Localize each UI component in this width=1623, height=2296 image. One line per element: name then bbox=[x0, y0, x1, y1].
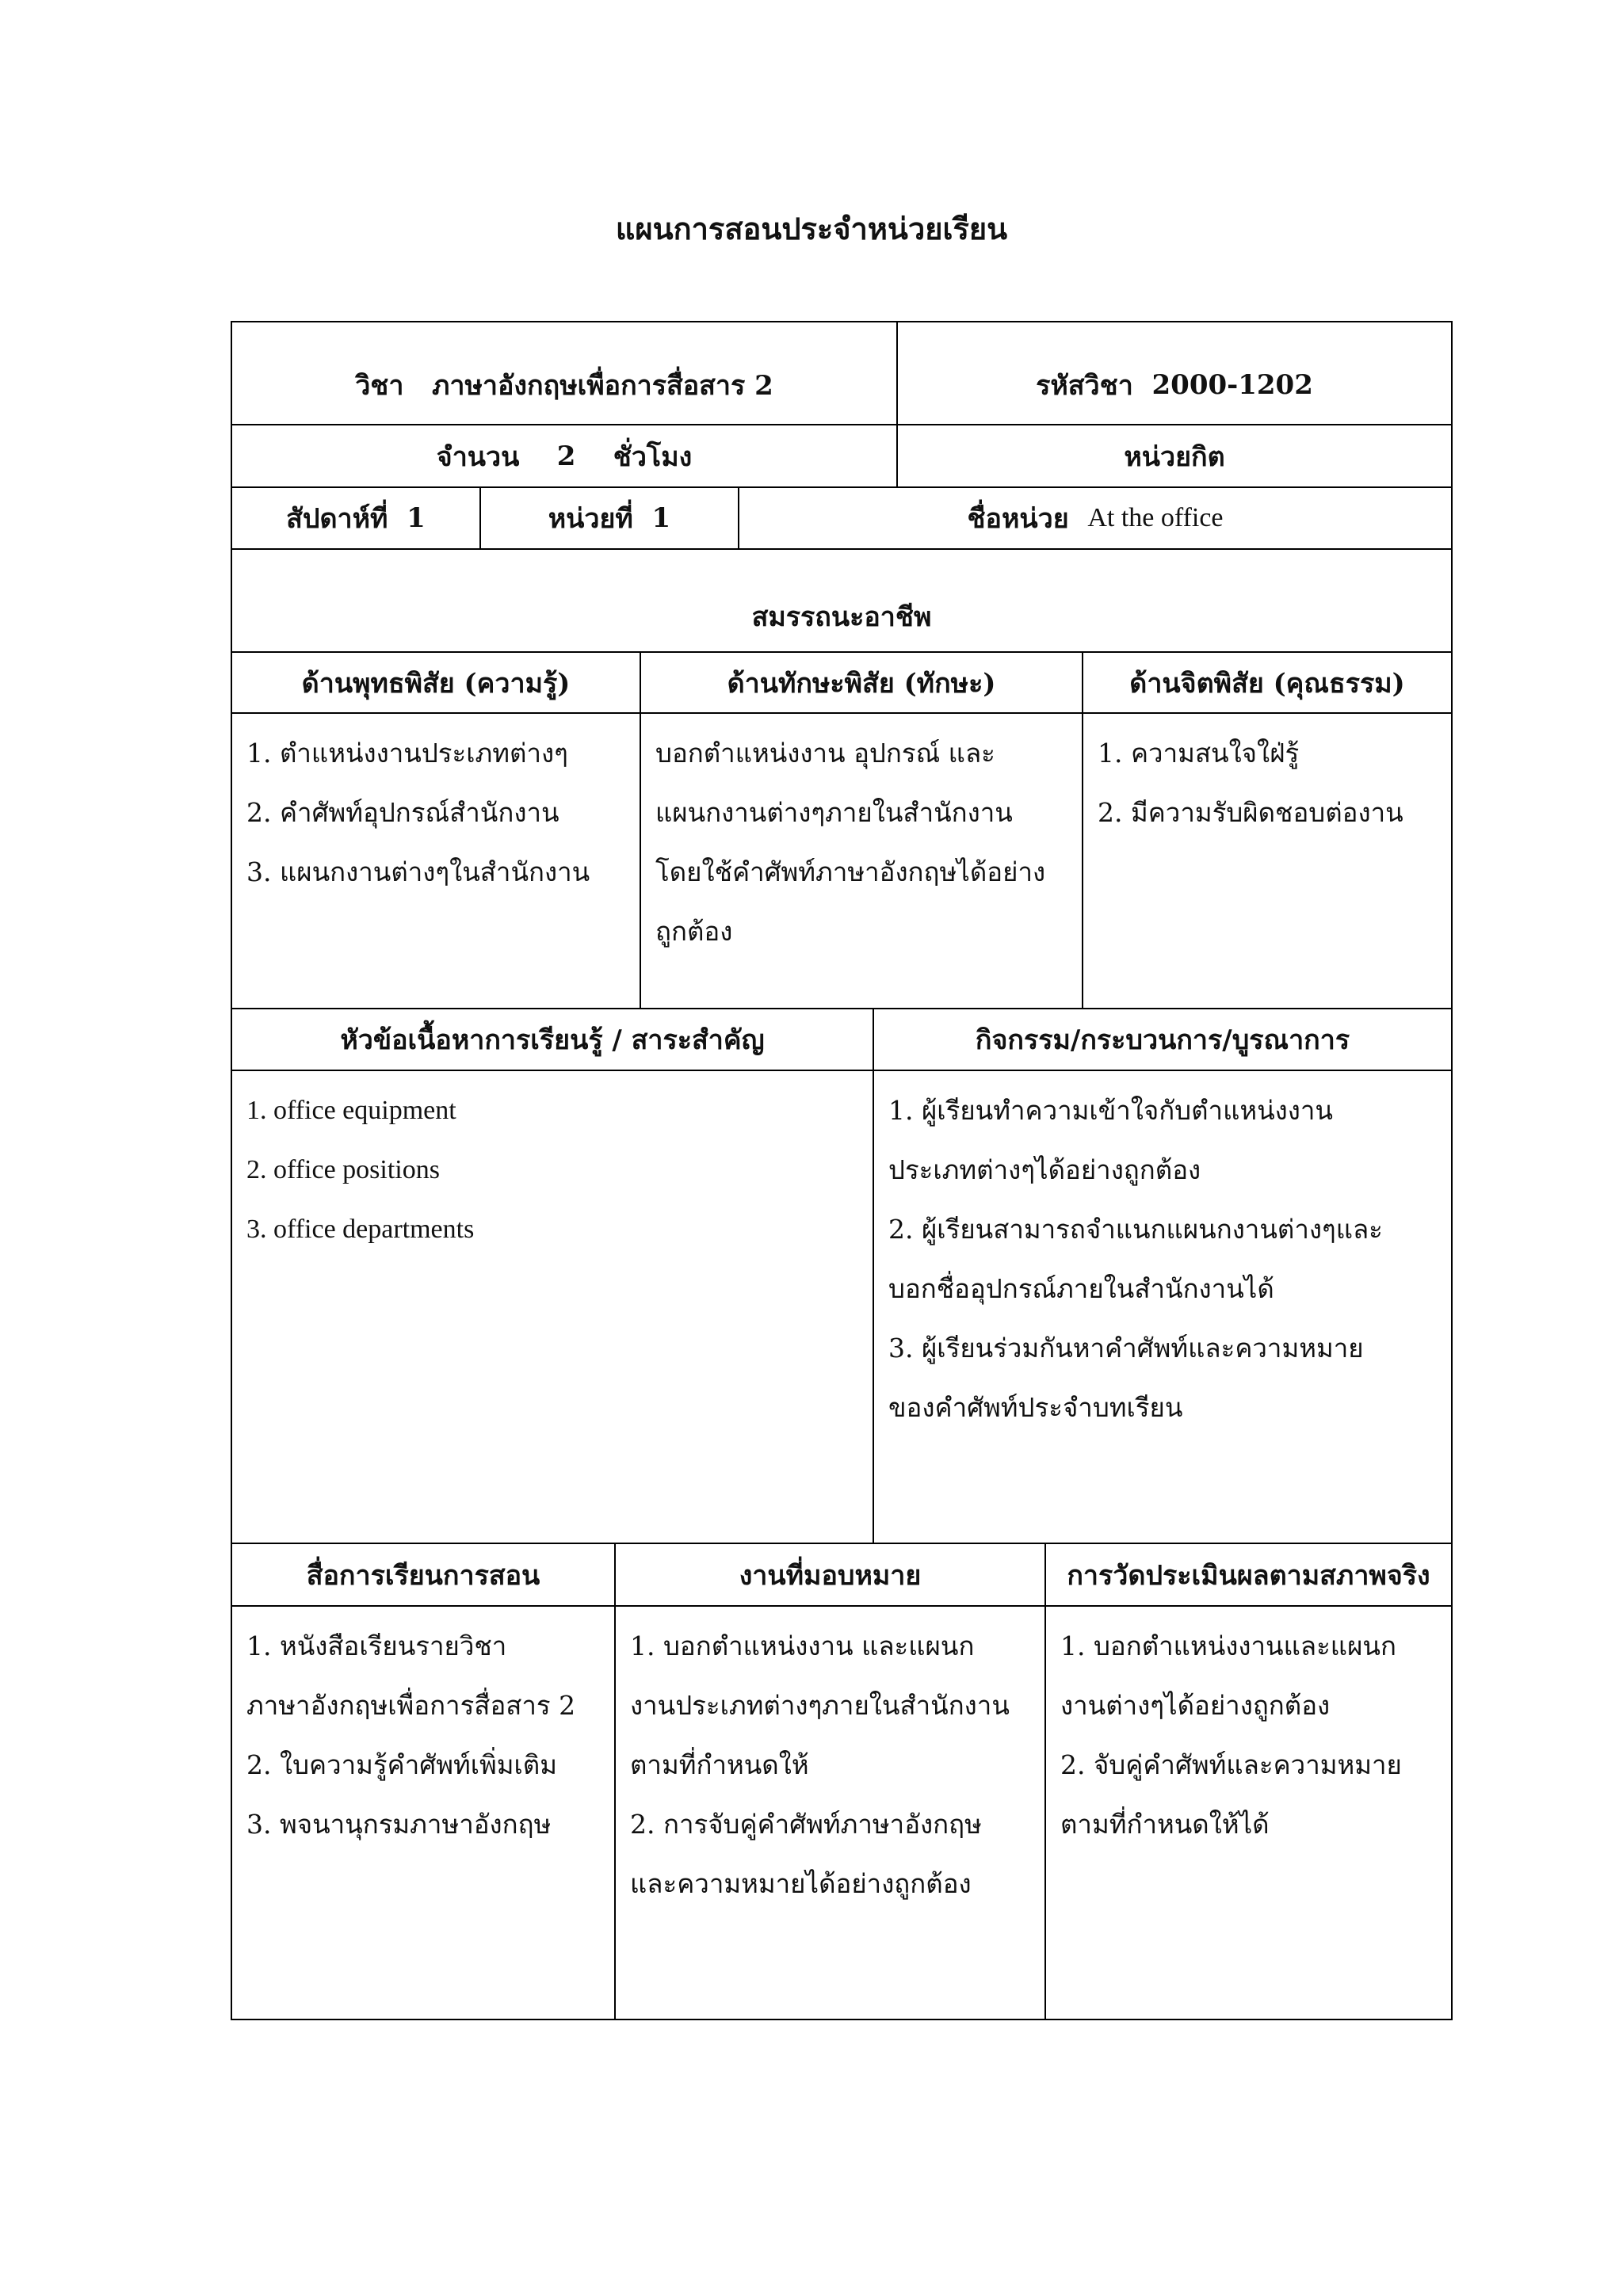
list-item: 1. บอกตำแหน่งงานและแผนก bbox=[1060, 1630, 1396, 1661]
list-item: บอกชื่ออุปกรณ์ภายในสำนักงานได้ bbox=[888, 1273, 1274, 1304]
skill-list bbox=[641, 714, 1082, 1008]
assessment-list bbox=[1046, 1607, 1451, 2019]
unit-name-cell bbox=[739, 488, 1451, 548]
list-item: งานต่างๆได้อย่างถูกต้อง bbox=[1060, 1690, 1331, 1721]
attitude-list bbox=[1083, 714, 1451, 1008]
page-title: แผนการสอนประจำหน่วยเรียน bbox=[615, 211, 1008, 246]
list-item: 2. จับคู่คำศัพท์และความหมาย bbox=[1060, 1749, 1402, 1780]
hours-label: จำนวน bbox=[436, 441, 520, 473]
list-item: 2. การจับคู่คำศัพท์ภาษาอังกฤษ bbox=[630, 1809, 982, 1840]
course-code: 2000-1202 bbox=[1151, 369, 1313, 401]
list-item: 2. มีความรับผิดชอบต่องาน bbox=[1098, 797, 1403, 828]
list-item: งานประเภทต่างๆภายในสำนักงาน bbox=[630, 1690, 1010, 1721]
assessment-heading: การวัดประเมินผลตามสภาพจริง bbox=[1067, 1559, 1430, 1592]
topics-heading: หัวข้อเนื้อหาการเรียนรู้ / สาระสำคัญ bbox=[340, 1024, 765, 1056]
credit-cell bbox=[898, 425, 1451, 486]
media-heading: สื่อการเรียนการสอน bbox=[306, 1559, 540, 1592]
list-item: ตามที่กำหนดให้ bbox=[630, 1749, 809, 1780]
week-number: 1 bbox=[407, 502, 426, 534]
credit-label: หน่วยกิต bbox=[1124, 441, 1225, 473]
course-code-label: รหัสวิชา bbox=[1036, 370, 1133, 402]
hours-cell bbox=[232, 425, 896, 486]
list-item: 2. ผู้เรียนสามารถจำแนกแผนกงานต่างๆและ bbox=[888, 1214, 1383, 1245]
unit-cell bbox=[481, 488, 738, 548]
course-code-cell bbox=[898, 322, 1451, 424]
list-item: 2. ใบความรู้คำศัพท์เพิ่มเติม bbox=[246, 1749, 557, 1780]
list-item: 1. ความสนใจใฝ่รู้ bbox=[1098, 738, 1300, 769]
list-item: 3. office departments bbox=[246, 1215, 475, 1244]
list-item: โดยใช้คำศัพท์ภาษาอังกฤษได้อย่าง bbox=[655, 856, 1046, 887]
unit-name: At the office bbox=[1087, 503, 1224, 532]
list-item: 2. office positions bbox=[246, 1155, 440, 1184]
week-cell bbox=[232, 488, 479, 548]
list-item: และความหมายได้อย่างถูกต้อง bbox=[630, 1868, 972, 1899]
list-item: ของคำศัพท์ประจำบทเรียน bbox=[888, 1392, 1183, 1423]
list-item: 1. office equipment bbox=[246, 1096, 456, 1125]
assignment-heading: งานที่มอบหมาย bbox=[739, 1559, 922, 1592]
list-item: ตามที่กำหนดให้ได้ bbox=[1060, 1809, 1270, 1840]
knowledge-list bbox=[232, 714, 640, 1008]
lesson-plan-table bbox=[231, 321, 1453, 2020]
unit-name-label: ชื่อหน่วย bbox=[967, 503, 1069, 535]
list-item: 3. พจนานุกรมภาษาอังกฤษ bbox=[246, 1809, 552, 1840]
list-item: 1. หนังสือเรียนรายวิชา bbox=[246, 1630, 507, 1661]
list-item: ภาษาอังกฤษเพื่อการสื่อสาร 2 bbox=[246, 1690, 576, 1721]
list-item: 3. แผนกงานต่างๆในสำนักงาน bbox=[246, 856, 590, 887]
list-item: 2. คำศัพท์อุปกรณ์สำนักงาน bbox=[246, 797, 559, 828]
hours-unit: ชั่วโมง bbox=[613, 441, 693, 473]
activities-heading: กิจกรรม/กระบวนการ/บูรณาการ bbox=[975, 1024, 1350, 1056]
attitude-heading: ด้านจิตพิสัย (คุณธรรม) bbox=[1129, 667, 1405, 700]
knowledge-heading: ด้านพุทธพิสัย (ความรู้) bbox=[301, 667, 571, 700]
subject-name: ภาษาอังกฤษเพื่อการสื่อสาร 2 bbox=[432, 370, 773, 402]
list-item: บอกตำแหน่งงาน อุปกรณ์ และ bbox=[655, 738, 995, 769]
week-label: สัปดาห์ที่ bbox=[286, 503, 388, 535]
media-list bbox=[232, 1607, 614, 2019]
skill-heading: ด้านทักษะพิสัย (ทักษะ) bbox=[727, 667, 996, 700]
assignment-list bbox=[616, 1607, 1044, 2019]
list-item: 1. ตำแหน่งงานประเภทต่างๆ bbox=[246, 738, 568, 769]
list-item: แผนกงานต่างๆภายในสำนักงาน bbox=[655, 797, 1013, 828]
unit-label: หน่วยที่ bbox=[548, 503, 633, 535]
list-item: 1. บอกตำแหน่งงาน และแผนก bbox=[630, 1630, 975, 1661]
unit-number: 1 bbox=[651, 502, 671, 534]
competency-heading: สมรรถนะอาชีพ bbox=[751, 601, 932, 633]
list-item: ประเภทต่างๆได้อย่างถูกต้อง bbox=[888, 1154, 1201, 1185]
subject-label: วิชา bbox=[355, 370, 404, 402]
list-item: 1. ผู้เรียนทำความเข้าใจกับตำแหน่งงาน bbox=[888, 1095, 1333, 1126]
topics-list bbox=[232, 1071, 873, 1543]
list-item: ถูกต้อง bbox=[655, 916, 733, 947]
hours-value: 2 bbox=[556, 440, 576, 472]
list-item: 3. ผู้เรียนร่วมกันหาคำศัพท์และความหมาย bbox=[888, 1333, 1364, 1363]
subject-cell bbox=[232, 322, 896, 424]
activities-list bbox=[874, 1071, 1451, 1543]
